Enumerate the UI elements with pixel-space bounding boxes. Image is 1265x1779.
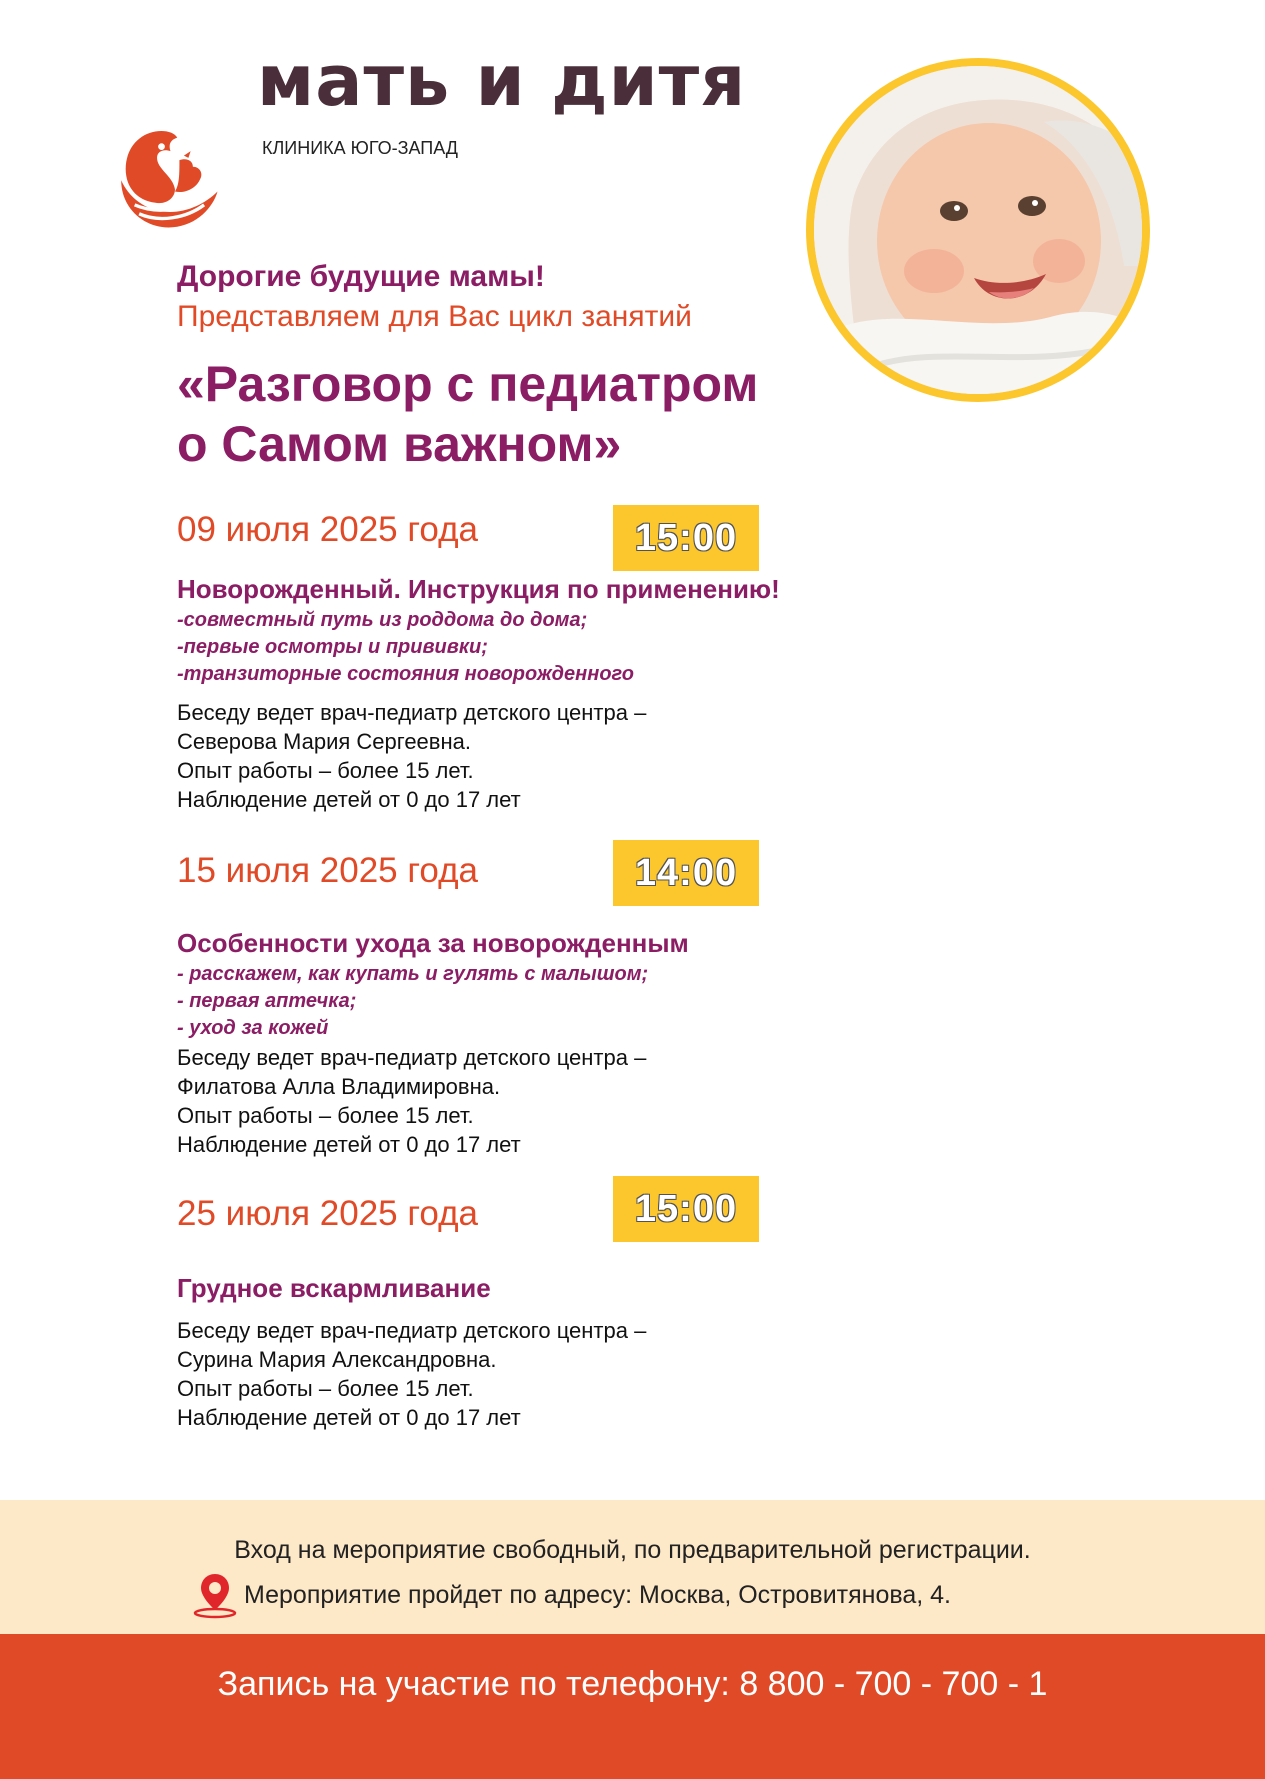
event-date: 15 июля 2025 года	[177, 851, 478, 890]
desc-line: Опыт работы – более 15 лет.	[177, 1376, 474, 1401]
event-date: 25 июля 2025 года	[177, 1194, 478, 1233]
desc-line: Северова Мария Сергеевна.	[177, 729, 471, 754]
event-description	[177, 1316, 646, 1432]
event-series-title	[177, 354, 758, 474]
desc-line: Сурина Мария Александровна.	[177, 1347, 497, 1372]
desc-line: Опыт работы – более 15 лет.	[177, 1103, 474, 1128]
event-bullets	[177, 961, 648, 1042]
address-row	[190, 1570, 951, 1620]
event-topic: Грудное вскармливание	[177, 1273, 491, 1303]
event-time-badge: 15:00	[613, 1176, 759, 1242]
title-line: о Самом важном»	[177, 416, 622, 472]
desc-line: Беседу ведет врач-педиатр детского центра –	[177, 1045, 647, 1070]
event-topic: Особенности ухода за новорожденным	[177, 928, 689, 958]
title-line: «Разговор с педиатром	[177, 356, 759, 412]
bullet-item: - первая аптечка;	[177, 990, 357, 1012]
smiling-baby-photo	[806, 58, 1150, 402]
desc-line: Беседу ведет врач-педиатр детского центра –	[177, 1318, 647, 1343]
bullet-item: -первые осмотры и прививки;	[177, 636, 488, 658]
bullet-item: - уход за кожей	[177, 1017, 329, 1039]
event-address: Мероприятие пройдет по адресу: Москва, Островитянова, 4.	[244, 1580, 952, 1609]
brand-logo-icon	[110, 122, 222, 234]
brand-subtitle: КЛИНИКА ЮГО-ЗАПАД	[262, 138, 458, 158]
bullet-item: -транзиторные состояния новорожденного	[177, 663, 634, 685]
bullet-item: - расскажем, как купать и гулять с малышом;	[177, 963, 649, 985]
intro-text: Представляем для Вас цикл занятий	[177, 300, 692, 333]
event-topic: Новорожденный. Инструкция по применению!	[177, 574, 780, 604]
phone-registration[interactable]: Запись на участие по телефону: 8 800 - 700 - 700 - 1	[217, 1665, 1048, 1703]
greeting: Дорогие будущие мамы!	[177, 260, 545, 293]
brand-name: мать и дитя	[257, 40, 747, 122]
desc-line: Наблюдение детей от 0 до 17 лет	[177, 787, 521, 812]
free-entry-note: Вход на мероприятие свободный, по предварительной регистрации.	[234, 1536, 1031, 1564]
event-time-badge: 15:00	[613, 505, 759, 571]
desc-line: Наблюдение детей от 0 до 17 лет	[177, 1405, 521, 1430]
event-bullets	[177, 607, 634, 688]
event-date: 09 июля 2025 года	[177, 510, 478, 549]
event-description	[177, 698, 646, 814]
desc-line: Филатова Алла Владимировна.	[177, 1074, 501, 1099]
location-pin-icon	[190, 1570, 240, 1620]
event-time-badge: 14:00	[613, 840, 759, 906]
event-description	[177, 1043, 646, 1159]
bullet-item: -совместный путь из роддома до дома;	[177, 609, 588, 631]
phone-band	[0, 1634, 1265, 1779]
desc-line: Опыт работы – более 15 лет.	[177, 758, 474, 783]
desc-line: Наблюдение детей от 0 до 17 лет	[177, 1132, 521, 1157]
desc-line: Беседу ведет врач-педиатр детского центра –	[177, 700, 647, 725]
